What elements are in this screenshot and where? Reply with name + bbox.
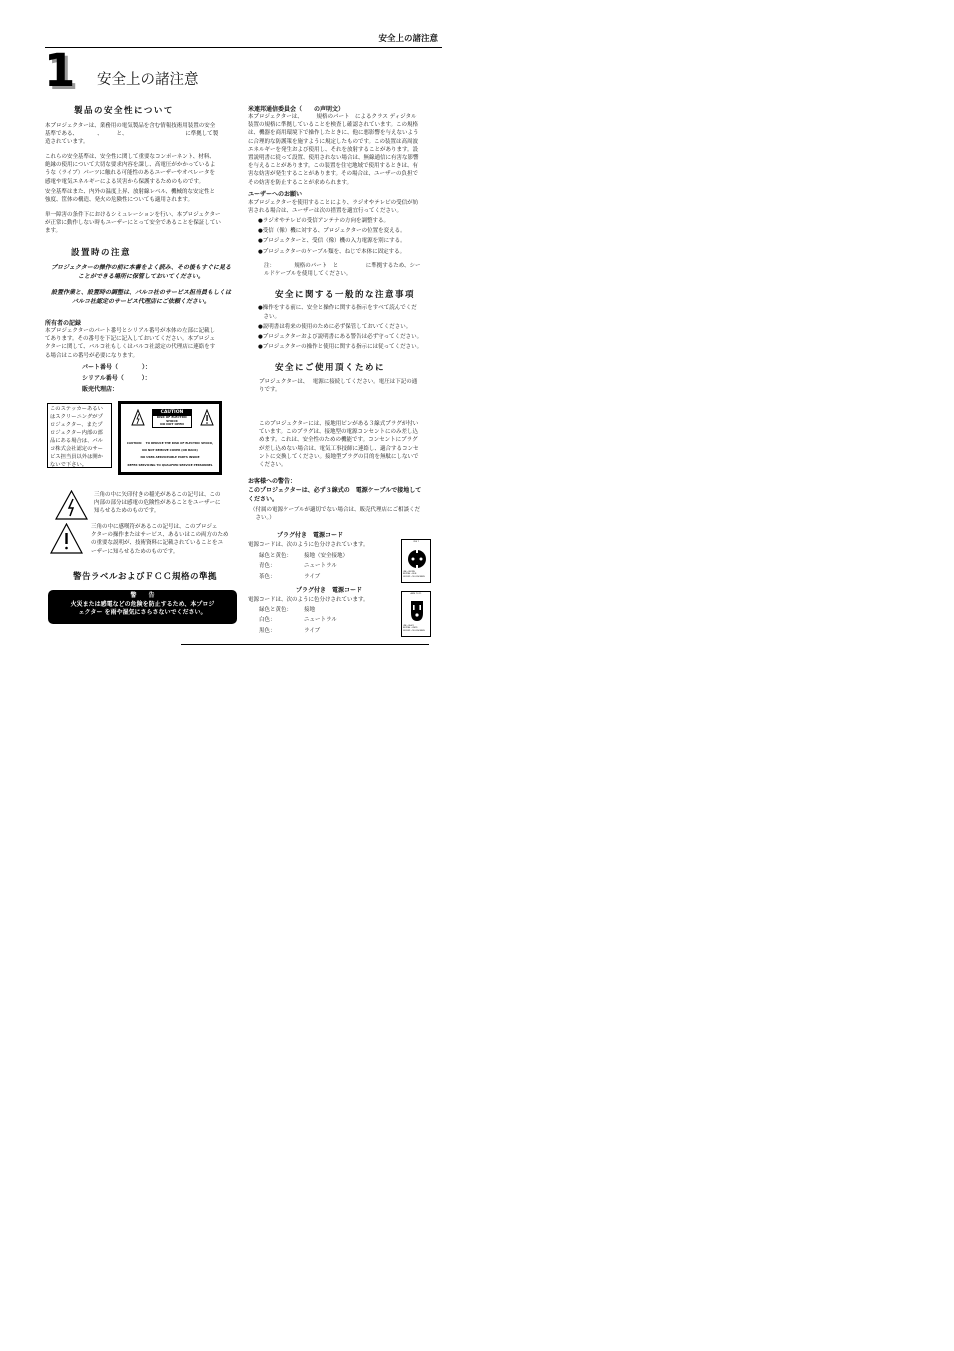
fcc-statement-text: 本プロジェクターは、 規格のパート によるクラス ディジタル 装置の規格に準拠していることを検査し確認されています。この規格 は、機器を商用環境下で操作したときに、他に悪影響を与えないよう に合理的な防護策を施すように規定したものです。この装置は高周波 エネルギーを発生および使用し、それを放射することがあります。設 置説明書に従って設置、使用されない場合は、無線通信に有害な影響 を与えることがあります。この装置を住宅地域で使用するときは、有 害な妨害が発生することがあります。その場合は、ユーザーの負担で その妨害を防止することが求められます。	[248, 114, 419, 186]
chapter-number: 1	[44, 44, 76, 97]
plug2-legend: LINE • BLACK NEUTRAL • WHITE GROUND • YELLOW/GREEN	[403, 626, 425, 632]
list-item: さい。	[258, 313, 281, 320]
table-row: 黒色： ライブ	[259, 627, 321, 634]
cee7-plug-icon	[407, 549, 427, 569]
user-request-title: ユーザーへのお願い	[248, 191, 303, 198]
installation-emphasis-2: 設置作業と、設置時の調整は、バルコ社のサービス担当員もしくは バルコ社認定のサービス代理店にご依頼ください。	[50, 289, 231, 305]
product-safety-p4: 単一障害の条件下におけるシミュレーションを行い、本プロジェクター が正常に動作しない時もユーザーにとって安全であることを保証してい ます。	[45, 212, 221, 235]
exclamation-symbol-text: 三角の中に感嘆符があるこの記号は、このプロジェ クターの操作またはサービス、あるいはこの両方のため の重要な説明が、技術資料に記載されていることをユ ーザーに知らせるためのものです。	[91, 524, 229, 555]
plug2-diagram	[401, 591, 431, 637]
shielded-cable-note: 注： 規格のパート と に準拠するため、シー ルドケーブルを使用してください。	[264, 263, 421, 278]
list-item: ●説明書は将来の使用のために必ず保管しておいてください。	[258, 323, 412, 330]
fcc-statement-title: 米連邦通信委員会（ の声明文）	[248, 106, 345, 113]
section-title-installation: 設置時の注意	[71, 248, 132, 258]
plug2-title: プラグ付き 電源コード	[296, 587, 363, 594]
list-item: ●操作をする前に、安全と操作に関する指示をすべて読んでくだ	[258, 305, 417, 311]
lightning-symbol-text: 三角の中に矢印付きの稲光があるこの記号は、この 内部の部分は感電の危険性があることをユーザーに 知らせるためのものです。	[94, 492, 221, 515]
list-item: ●ラジオやテレビの受信アンテナの方向を調整する。	[258, 218, 389, 224]
table-row: 緑色と黄色： 接地	[259, 607, 316, 613]
product-safety-p2: これらの安全基準は、安全性に関して重要なコンポーネント、材料、 絶縁の使用について大切な要求内容を課し、高電圧がかかっているよ うな（ライブ）パーツに触れる可能性のあるユーザーやオペレータを 感電や電気エネルギーによる災害から保護するためのものです。	[45, 154, 216, 185]
lightning-icon	[131, 409, 145, 426]
section-title-warning-fcc: 警告ラベルおよびＦＣＣ規格の準拠	[73, 572, 218, 582]
table-row: 茶色： ライブ	[259, 573, 321, 580]
caution-box	[152, 409, 192, 428]
plug2-intro: 電源コードは、次のように色分けされています。	[248, 597, 369, 603]
product-safety-p1: 本プロジェクターは、業務用の電気製品を含む情報技術用装置の安全 基準である、 、 と、 に準拠して製 造されています。	[45, 123, 219, 146]
plug1-legend: LINE • BROWN NEUTRAL • BLUE GROUND • YELLOW/GREEN	[403, 572, 425, 578]
section-title-safe-use: 安全にご使用頂くために	[275, 363, 386, 373]
caution-label	[118, 401, 222, 475]
plug1-diagram	[401, 539, 431, 583]
list-item: ●プロジェクターの操作と使用に関する指示には従ってください。	[258, 343, 423, 350]
table-row: 青色： ニュートラル	[259, 563, 337, 570]
sticker-note-box: このステッカーあるい はスクリーニングがプ ロジェクター、またプ ロジェクター内部の部 品にある場合は、バル コ株式会社認定のサー ビス担当員以外は開か ないで下さい。	[47, 403, 112, 468]
chapter-title: 安全上の諸注意	[97, 72, 199, 88]
footer-rule	[181, 644, 429, 645]
user-request-list	[258, 217, 406, 256]
general-safety-list	[258, 304, 422, 351]
warning-head: 警 告	[130, 592, 155, 599]
list-item: ●受信（像）機に対する、プロジェクターの位置を変える。	[258, 228, 406, 235]
plug1-title: プラグ付き 電源コード	[277, 532, 344, 539]
user-request-text: 本プロジェクターを使用することにより、ラジオやテレビの受信が妨 害される場合は、ユーザーは次の措置を適宜行ってください。	[248, 200, 419, 215]
warning-line: ェクター を雨や湿気にさらさないでください。	[78, 609, 207, 616]
plug1-intro: 電源コードは、次のように色分けされています。	[248, 542, 369, 548]
installation-emphasis-1: プロジェクターの操作の前に本書をよく読み、その後もすぐに見る ことができる場所に保管しておいてください。	[50, 264, 232, 280]
part-number-field: パート番号（ ）：	[82, 364, 152, 371]
exclamation-warning-icon	[50, 523, 83, 554]
caution-message: CAUTION: TO REDUCE THE RISK OF ELECTRIC SHOCK, DO NOT REMOVE COVER (OR BACK) NO USER-SERVICEABLE PARTS INSIDE REFER SERVICING TO QUALIFIED SERVICE PERSONNEL	[126, 441, 214, 467]
section-title-product-safety: 製品の安全性について	[74, 106, 174, 116]
caution-line: DO NOT OPEN	[160, 422, 184, 426]
header-rule	[45, 47, 442, 48]
ansi-plug-icon	[408, 599, 426, 623]
serial-number-field: シリアル番号（ ）：	[82, 375, 151, 382]
table-row: 緑色と黄色： 接地（安全接地）	[259, 553, 349, 559]
list-item: ●プロジェクターのケーブル類を、ねじで本体に固定する。	[258, 248, 406, 255]
caution-heading: CAUTION	[153, 410, 191, 416]
table-row: 白色： ニュートラル	[259, 617, 337, 624]
plug1-color-table	[259, 551, 348, 582]
exclamation-icon	[200, 409, 214, 426]
customer-warning-title: お客様への警告：	[248, 478, 297, 485]
product-safety-p3: 安全基準はまた、内外の温度上昇、放射線レベル、機械的な安定性と 強度、筐体の構造、発火の危険性についても適用されます。	[45, 189, 216, 204]
owner-record-title: 所有者の記録	[45, 320, 82, 327]
lightning-warning-icon	[55, 490, 88, 520]
list-item: ●プロジェクターおよび説明書にある警告は必ず守ってください。	[258, 333, 423, 340]
list-item: ●プロジェクターと、受信（像）機の入力電源を別にする。	[258, 238, 406, 245]
plug1-label: CEE 7	[413, 541, 419, 543]
caution-line: RISK OF ELECTRIC SHOCK	[156, 415, 188, 423]
section-title-general-safety: 安全に関する一般的な注意事項	[275, 290, 416, 300]
warning-line: 火災または感電などの危険を防止するため、本プロジ	[70, 600, 215, 608]
dealer-field: 販売代理店：	[82, 386, 119, 393]
plug2-color-table	[259, 605, 337, 636]
safe-use-text-2: このプロジェクターには、接地用ピンがある３線式プラグが付い ています。このプラグは、接地型の電源コンセントにのみ差し込 めます。これは、安全性のための機能です。コンセントにプラグ が差し込めない場合は、電気工事技師に連絡し、適合するコンセ ントに交換してください。接地型プラグの目的を無駄にしないで ください。	[259, 421, 419, 469]
warning-box	[48, 590, 237, 624]
owner-record-text: 本プロジェクターのパート番号とシリアル番号が本体の左部に記載し てあります。その番号を下記に記入しておいてください。本プロジェ クターに関して、バルコ社もしくはバルコ社認定の代理店に連絡をす る場合はこの番号が必要になります。	[45, 328, 216, 359]
plug2-label: ANSI 73.11	[410, 593, 422, 595]
safe-use-text-1: プロジェクターは、 電源に接続してください。電圧は下記の通 りです。	[259, 379, 418, 394]
customer-warning-bold: このプロジェクターは、必ず３線式の 電源ケーブルで接地して ください。	[248, 487, 422, 503]
customer-warning-text: （付属の電源ケーブルが適切でない場合は、販売代理店にご相談くだ さい。）	[250, 507, 421, 522]
running-header: 安全上の諸注意	[378, 34, 438, 44]
